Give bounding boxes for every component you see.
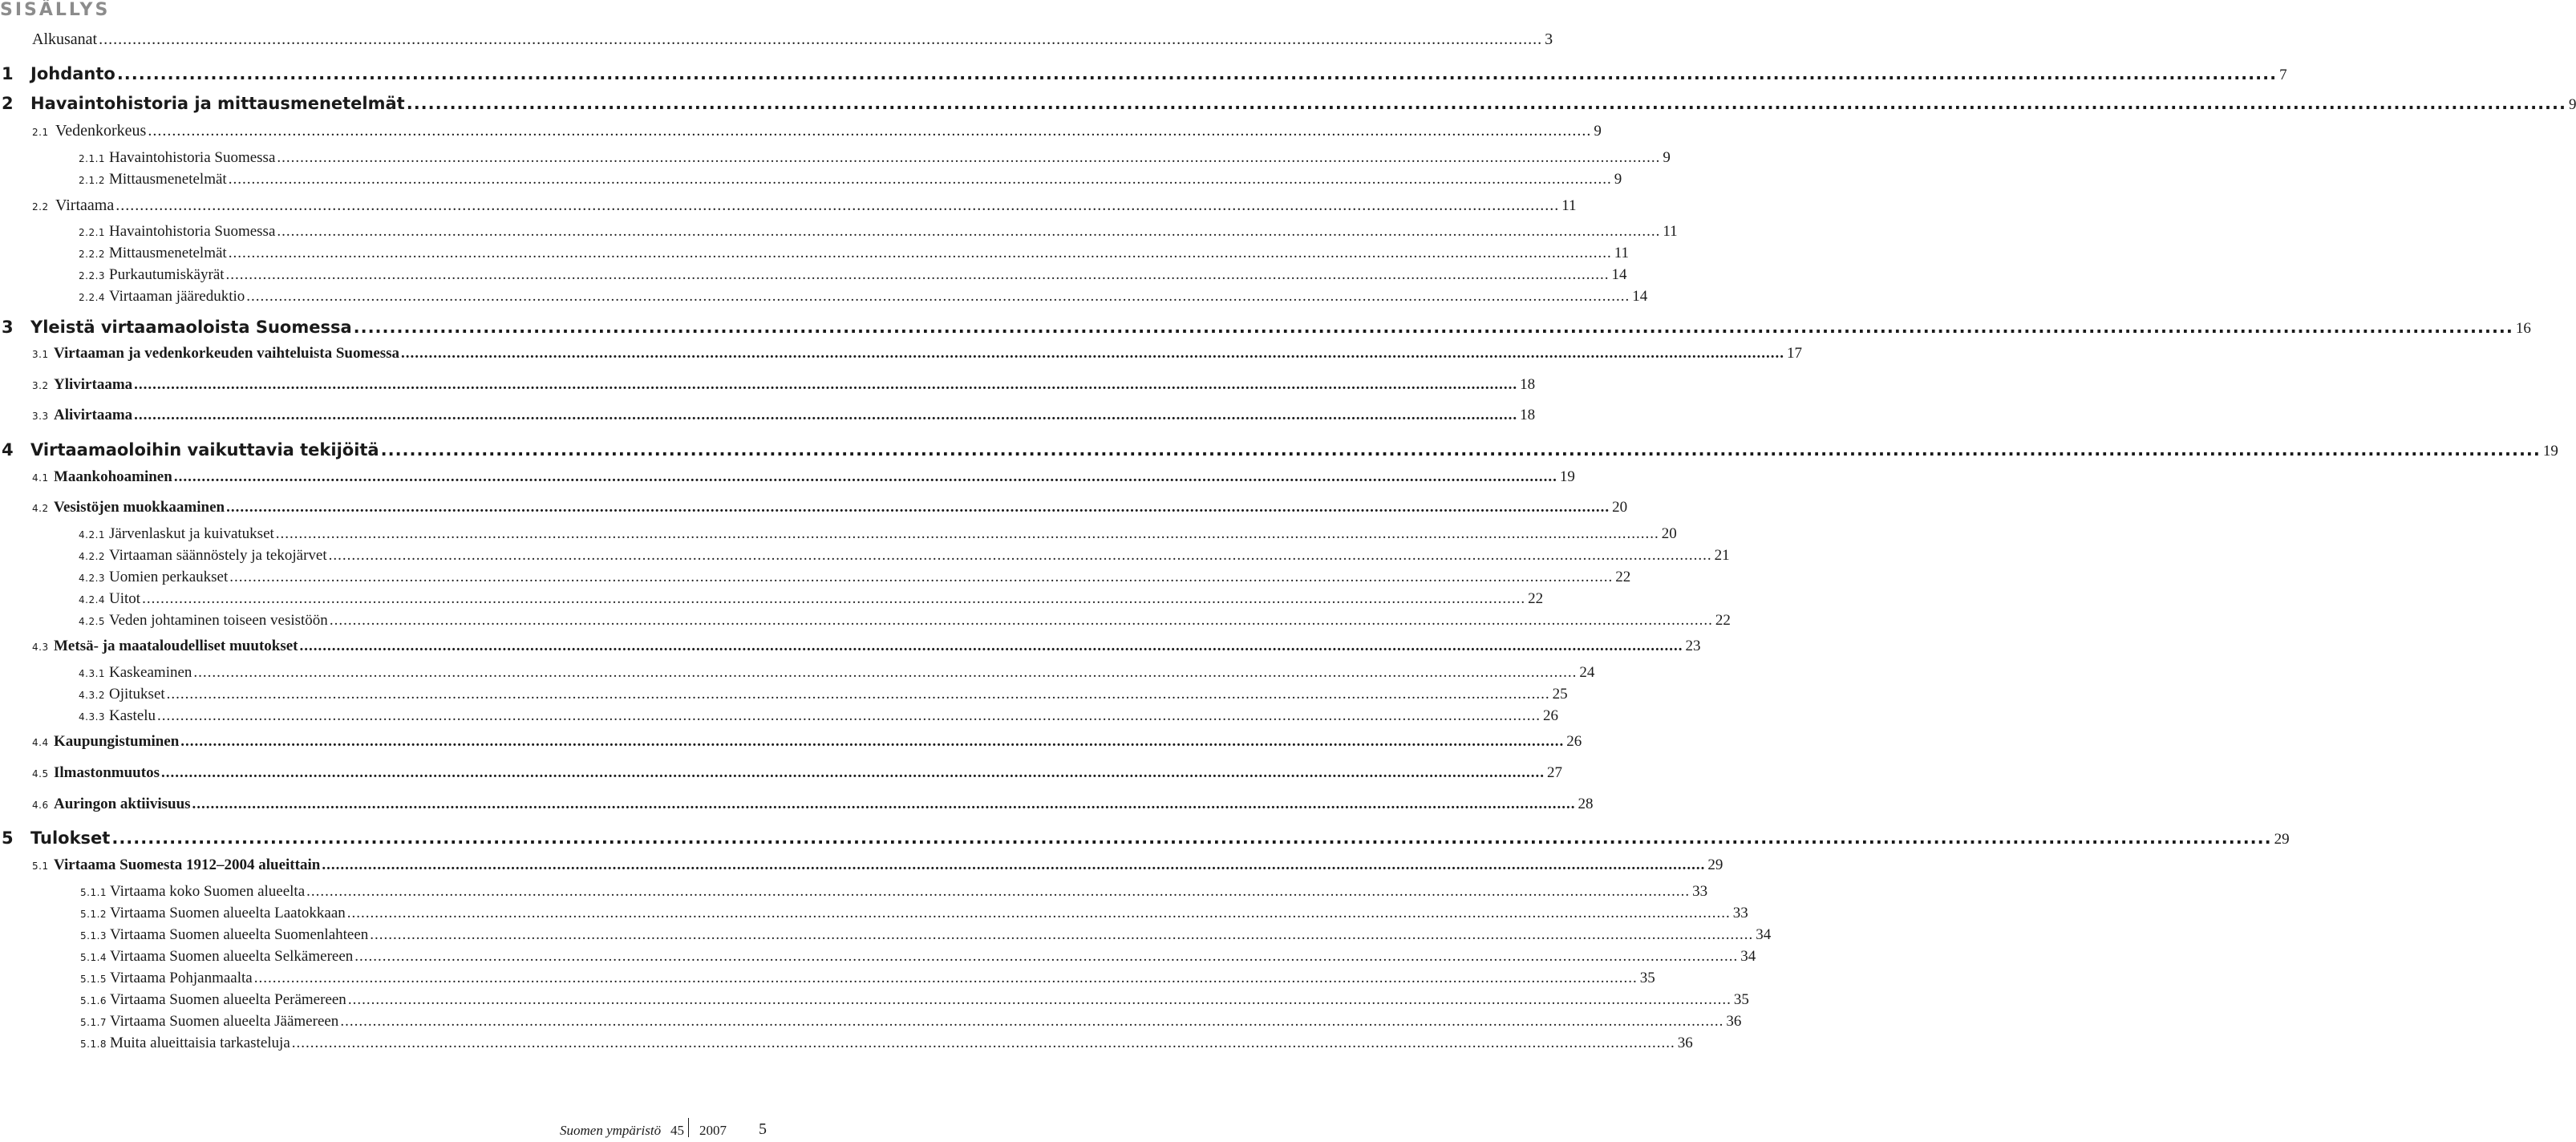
toc-entry-number: 2.2.1 <box>79 227 106 238</box>
toc-entry-page: 14 <box>1611 266 1627 283</box>
toc-entry-title: Mittausmenetelmät <box>109 245 227 261</box>
toc-entry-number: 5.1.3 <box>80 930 107 942</box>
footer-issue: 45 <box>670 1123 684 1138</box>
toc-entry[interactable] <box>32 796 1594 813</box>
toc-entry[interactable] <box>2 64 2287 84</box>
toc-entry-number: 2.1 <box>32 127 49 138</box>
toc-entry-page: 26 <box>1543 707 1559 724</box>
toc-dot-leader: ............................................................................................................................................................................................................................................................................................................ <box>160 764 1545 781</box>
toc-entry-number: 3.3 <box>32 411 49 422</box>
toc-entry-page: 19 <box>2542 443 2558 460</box>
toc-entry-title: Auringon aktiivisuus <box>54 796 191 812</box>
toc-entry-title: Alkusanat <box>32 30 98 48</box>
toc-entry-number: 4.3.2 <box>79 690 106 701</box>
toc-entry[interactable] <box>79 686 1568 703</box>
toc-entry-page: 34 <box>1740 948 1756 965</box>
toc-dot-leader: ............................................................................................................................................................................................................................................................................................................ <box>275 525 1659 542</box>
toc-entry-title: Muita alueittaisia tarkasteluja <box>110 1035 290 1051</box>
toc-entry[interactable] <box>32 196 1577 215</box>
toc-entry-title: Virtaama Suomen alueelta Jäämereen <box>110 1013 339 1030</box>
toc-dot-leader: ............................................................................................................................................................................................................................................................................................................ <box>225 266 1610 283</box>
toc-dot-leader: ............................................................................................................................................................................................................................................................................................................ <box>329 612 1713 629</box>
toc-entry-title: Virtaama koko Suomen alueelta <box>110 883 306 900</box>
toc-entry-number: 2 <box>2 94 14 113</box>
toc-entry-page: 21 <box>1714 547 1730 564</box>
toc-dot-leader: ............................................................................................................................................................................................................................................................................................................ <box>111 828 2272 848</box>
toc-entry-title: Havaintohistoria ja mittausmenetelmät <box>30 94 405 113</box>
toc-entry-page: 11 <box>1561 197 1577 214</box>
toc-dot-leader: ............................................................................................................................................................................................................................................................................................................ <box>226 499 1610 516</box>
toc-entry-number: 4.2.5 <box>79 616 106 627</box>
toc-entry-number: 4.4 <box>32 737 49 748</box>
toc-entry-number: 4.3.1 <box>79 668 106 679</box>
toc-entry-page: 29 <box>2274 831 2290 848</box>
toc-entry-number: 2.2.4 <box>79 292 106 303</box>
toc-entry-title: Virtaama Suomesta 1912–2004 alueittain <box>54 856 321 873</box>
toc-entry-title: Kaupungistuminen <box>54 733 180 750</box>
toc-dot-leader: ............................................................................................................................................................................................................................................................................................................ <box>228 171 1612 188</box>
toc-entry-page: 7 <box>2279 67 2287 83</box>
toc-entry-page: 23 <box>1685 638 1701 654</box>
toc-entry-page: 29 <box>1707 856 1723 873</box>
toc-entry-page: 26 <box>1566 733 1582 750</box>
toc-entry-page: 14 <box>1632 288 1648 305</box>
toc-entry-title: Metsä- ja maataloudelliset muutokset <box>54 638 298 654</box>
toc-entry[interactable] <box>79 223 1678 241</box>
toc-entry-title: Virtaama Suomen alueelta Suomenlahteen <box>110 926 369 943</box>
toc-entry-number: 4.2.2 <box>79 551 106 562</box>
toc-dot-leader: ............................................................................................................................................................................................................................................................................................................ <box>346 905 1731 921</box>
toc-entry[interactable] <box>80 970 1655 987</box>
toc-entry[interactable] <box>80 883 1708 901</box>
toc-dot-leader: ............................................................................................................................................................................................................................................................................................................ <box>166 686 1550 703</box>
toc-entry[interactable] <box>79 266 1627 284</box>
toc-entry-number: 3.2 <box>32 380 49 391</box>
footer-page-number: 5 <box>759 1120 767 1138</box>
toc-entry-number: 2.1.2 <box>79 175 106 186</box>
toc-dot-leader: ............................................................................................................................................................................................................................................................................................................ <box>347 991 1732 1008</box>
toc-entry-page: 20 <box>1612 499 1628 516</box>
toc-dot-leader: ............................................................................................................................................................................................................................................................................................................ <box>192 796 1576 812</box>
toc-dot-leader: ............................................................................................................................................................................................................................................................................................................ <box>157 707 1541 724</box>
toc-entry-number: 5.1.5 <box>80 974 107 985</box>
toc-dot-leader: ............................................................................................................................................................................................................................................................................................................ <box>406 94 2566 113</box>
toc-entry-page: 25 <box>1552 686 1568 703</box>
toc-entry[interactable] <box>32 407 1536 424</box>
toc-entry-title: Ilmastonmuutos <box>54 764 160 781</box>
toc-entry-title: Johdanto <box>30 64 115 83</box>
footer-publication: Suomen ympäristö <box>560 1123 662 1138</box>
toc-dot-leader: ............................................................................................................................................................................................................................................................................................................ <box>116 64 2278 83</box>
toc-entry[interactable] <box>32 30 1553 49</box>
toc-entry[interactable] <box>80 948 1756 966</box>
toc-entry-title: Yleistä virtaamaoloista Suomessa <box>30 318 352 337</box>
toc-entry-page: 9 <box>1663 149 1671 166</box>
toc-entry-title: Purkautumiskäyrät <box>109 266 225 283</box>
toc-entry[interactable] <box>79 525 1677 543</box>
toc-entry-title: Ojitukset <box>109 686 165 703</box>
toc-entry-page: 24 <box>1579 664 1595 681</box>
toc-entry-number: 1 <box>2 64 14 83</box>
toc-dot-leader: ............................................................................................................................................................................................................................................................................................................ <box>134 407 1518 423</box>
toc-entry-title: Uitot <box>109 590 141 607</box>
toc-entry[interactable] <box>32 122 1602 140</box>
toc-entry[interactable] <box>79 245 1629 262</box>
toc-dot-leader: ............................................................................................................................................................................................................................................................................................................ <box>306 883 1691 900</box>
toc-dot-leader: ............................................................................................................................................................................................................................................................................................................ <box>134 376 1518 393</box>
toc-entry-page: 36 <box>1677 1035 1693 1051</box>
toc-entry-page: 19 <box>1559 468 1575 485</box>
toc-entry-title: Virtaaman ja vedenkorkeuden vaihteluista Suomessa <box>54 345 400 362</box>
toc-entry-number: 2.2.3 <box>79 270 106 281</box>
toc-entry[interactable] <box>2 440 2558 460</box>
toc-entry-page: 11 <box>1614 245 1629 261</box>
toc-dot-leader: ............................................................................................................................................................................................................................................................................................................ <box>148 122 1592 140</box>
toc-entry[interactable] <box>80 905 1748 922</box>
toc-entry-title: Vedenkorkeus <box>55 122 147 140</box>
toc-entry[interactable] <box>79 547 1730 565</box>
toc-entry-title: Alivirtaama <box>54 407 133 423</box>
toc-entry[interactable] <box>80 926 1772 944</box>
toc-entry-title: Tulokset <box>30 828 111 848</box>
toc-entry-title: Virtaama Suomen alueelta Laatokkaan <box>110 905 346 921</box>
toc-entry[interactable] <box>79 171 1622 188</box>
toc-entry-title: Vesistöjen muokkaaminen <box>54 499 225 516</box>
toc-entry[interactable] <box>32 345 1803 362</box>
toc-entry-page: 28 <box>1578 796 1594 812</box>
toc-dot-leader: ............................................................................................................................................................................................................................................................................................................ <box>340 1013 1724 1030</box>
toc-dot-leader: ............................................................................................................................................................................................................................................................................................................ <box>370 926 1754 943</box>
toc-entry-title: Virtaama Suomen alueelta Perämereen <box>110 991 346 1008</box>
toc-dot-leader: ............................................................................................................................................................................................................................................................................................................ <box>115 196 1560 214</box>
page-footer <box>0 1120 770 1142</box>
toc-entry-page: 3 <box>1545 30 1553 48</box>
toc-entry-title: Virtaaman säännöstely ja tekojärvet <box>109 547 327 564</box>
toc-entry-page: 22 <box>1715 612 1731 629</box>
toc-entry-number: 4.5 <box>32 768 49 780</box>
toc-entry-title: Virtaama Suomen alueelta Selkämereen <box>110 948 354 965</box>
toc-entry-title: Virtaama Pohjanmaalta <box>110 970 253 986</box>
toc-entry-page: 34 <box>1756 926 1772 943</box>
toc-dot-leader: ............................................................................................................................................................................................................................................................................................................ <box>253 970 1638 986</box>
toc-entry-page: 18 <box>1520 376 1536 393</box>
toc-entry-number: 5 <box>2 828 14 848</box>
toc-dot-leader: ............................................................................................................................................................................................................................................................................................................ <box>380 440 2541 460</box>
toc-entry[interactable] <box>2 828 2290 848</box>
toc-entry-number: 4 <box>2 440 14 460</box>
toc-dot-leader: ............................................................................................................................................................................................................................................................................................................ <box>193 664 1578 681</box>
toc-entry-page: 9 <box>1594 123 1602 140</box>
toc-entry-number: 4.3.3 <box>79 711 106 723</box>
toc-entry-title: Havaintohistoria Suomessa <box>109 223 276 240</box>
toc-entry-page: 9 <box>1614 171 1622 188</box>
toc-entry-title: Virtaama <box>55 196 115 214</box>
toc-entry[interactable] <box>32 638 1701 655</box>
toc-entry-page: 9 <box>2568 96 2576 113</box>
toc-dot-leader: ............................................................................................................................................................................................................................................................................................................ <box>401 345 1785 362</box>
toc-entry[interactable] <box>79 569 1631 586</box>
toc-dot-leader: ............................................................................................................................................................................................................................................................................................................ <box>173 468 1557 485</box>
toc-entry-number: 5.1.2 <box>80 909 107 920</box>
toc-entry-page: 33 <box>1732 905 1748 921</box>
toc-entry-number: 4.2.4 <box>79 594 106 605</box>
toc-entry[interactable] <box>79 664 1595 682</box>
toc-entry-page: 35 <box>1733 991 1749 1008</box>
toc-entry-title: Maankohoaminen <box>54 468 172 485</box>
toc-entry-number: 4.2 <box>32 503 49 514</box>
toc-entry[interactable] <box>79 149 1671 167</box>
toc-entry-number: 5.1 <box>32 861 49 872</box>
toc-entry[interactable] <box>80 1035 1693 1052</box>
toc-entry-title: Virtaaman jääreduktio <box>109 288 245 305</box>
toc-dot-leader: ............................................................................................................................................................................................................................................................................................................ <box>142 590 1526 607</box>
toc-entry-title: Kaskeaminen <box>109 664 192 681</box>
toc-dot-leader: ............................................................................................................................................................................................................................................................................................................ <box>277 223 1661 240</box>
toc-heading: SISÄLLYS <box>0 0 111 20</box>
toc-entry-number: 3 <box>2 318 14 337</box>
toc-entry-number: 4.2.3 <box>79 573 106 584</box>
toc-entry-number: 3.1 <box>32 349 49 360</box>
toc-entry-page: 27 <box>1546 764 1562 781</box>
toc-entry-number: 2.2 <box>32 201 49 213</box>
toc-entry-number: 5.1.6 <box>80 995 107 1006</box>
toc-dot-leader: ............................................................................................................................................................................................................................................................................................................ <box>328 547 1712 564</box>
toc-entry-number: 4.6 <box>32 800 49 811</box>
toc-entry-title: Havaintohistoria Suomessa <box>109 149 276 166</box>
toc-dot-leader: ............................................................................................................................................................................................................................................................................................................ <box>277 149 1661 166</box>
toc-dot-leader: ............................................................................................................................................................................................................................................................................................................ <box>229 569 1614 585</box>
toc-entry-page: 22 <box>1615 569 1631 585</box>
toc-entry-number: 4.3 <box>32 642 49 653</box>
toc-entry-title: Virtaamaoloihin vaikuttavia tekijöitä <box>30 440 379 460</box>
toc-entry[interactable] <box>32 764 1562 782</box>
toc-entry[interactable] <box>32 468 1575 486</box>
toc-entry-page: 33 <box>1692 883 1708 900</box>
toc-entry-number: 5.1.4 <box>80 952 107 963</box>
toc-entry[interactable] <box>79 612 1731 630</box>
toc-dot-leader: ............................................................................................................................................................................................................................................................................................................ <box>246 288 1630 305</box>
toc-entry[interactable] <box>32 376 1536 394</box>
toc-entry[interactable] <box>32 499 1628 516</box>
toc-entry[interactable] <box>79 590 1544 608</box>
toc-entry-page: 22 <box>1528 590 1544 607</box>
toc-entry-title: Mittausmenetelmät <box>109 171 227 188</box>
toc-entry-number: 4.1 <box>32 472 49 484</box>
toc-entry[interactable] <box>80 991 1749 1009</box>
footer-divider <box>688 1118 689 1137</box>
toc-dot-leader: ............................................................................................................................................................................................................................................................................................................ <box>180 733 1565 750</box>
toc-entry-title: Järvenlaskut ja kuivatukset <box>109 525 274 542</box>
toc-entry[interactable] <box>2 318 2531 338</box>
toc-entry[interactable] <box>79 288 1648 306</box>
toc-entry[interactable] <box>79 707 1559 725</box>
toc-dot-leader: ............................................................................................................................................................................................................................................................................................................ <box>354 948 1739 965</box>
toc-entry-number: 2.2.2 <box>79 249 106 260</box>
toc-dot-leader: ............................................................................................................................................................................................................................................................................................................ <box>353 318 2513 337</box>
toc-entry[interactable] <box>32 733 1582 751</box>
toc-dot-leader: ............................................................................................................................................................................................................................................................................................................ <box>322 856 1706 873</box>
toc-dot-leader: ............................................................................................................................................................................................................................................................................................................ <box>228 245 1612 261</box>
toc-entry-title: Veden johtaminen toiseen vesistöön <box>109 612 328 629</box>
toc-entry-title: Kastelu <box>109 707 156 724</box>
toc-entry[interactable] <box>2 94 2576 114</box>
toc-entry-page: 11 <box>1663 223 1678 240</box>
footer-year: 2007 <box>699 1123 727 1138</box>
toc-entry-page: 35 <box>1639 970 1655 986</box>
toc-entry-page: 18 <box>1520 407 1536 423</box>
toc-entry-title: Uomien perkaukset <box>109 569 229 585</box>
toc-entry-page: 36 <box>1726 1013 1742 1030</box>
toc-entry-page: 16 <box>2515 320 2531 337</box>
toc-entry-number: 2.1.1 <box>79 153 106 164</box>
toc-entry[interactable] <box>80 1013 1742 1031</box>
toc-entry[interactable] <box>32 856 1723 874</box>
toc-entry-number: 5.1.8 <box>80 1039 107 1050</box>
toc-entry-number: 5.1.7 <box>80 1017 107 1028</box>
toc-entry-page: 20 <box>1661 525 1677 542</box>
toc-dot-leader: ............................................................................................................................................................................................................................................................................................................ <box>299 638 1683 654</box>
toc-entry-number: 5.1.1 <box>80 887 107 898</box>
toc-dot-leader: ............................................................................................................................................................................................................................................................................................................ <box>291 1035 1675 1051</box>
toc-entry-title: Ylivirtaama <box>54 376 133 393</box>
toc-entry-number: 4.2.1 <box>79 529 106 541</box>
toc-dot-leader: ............................................................................................................................................................................................................................................................................................................ <box>99 30 1543 48</box>
toc-entry-page: 17 <box>1787 345 1803 362</box>
